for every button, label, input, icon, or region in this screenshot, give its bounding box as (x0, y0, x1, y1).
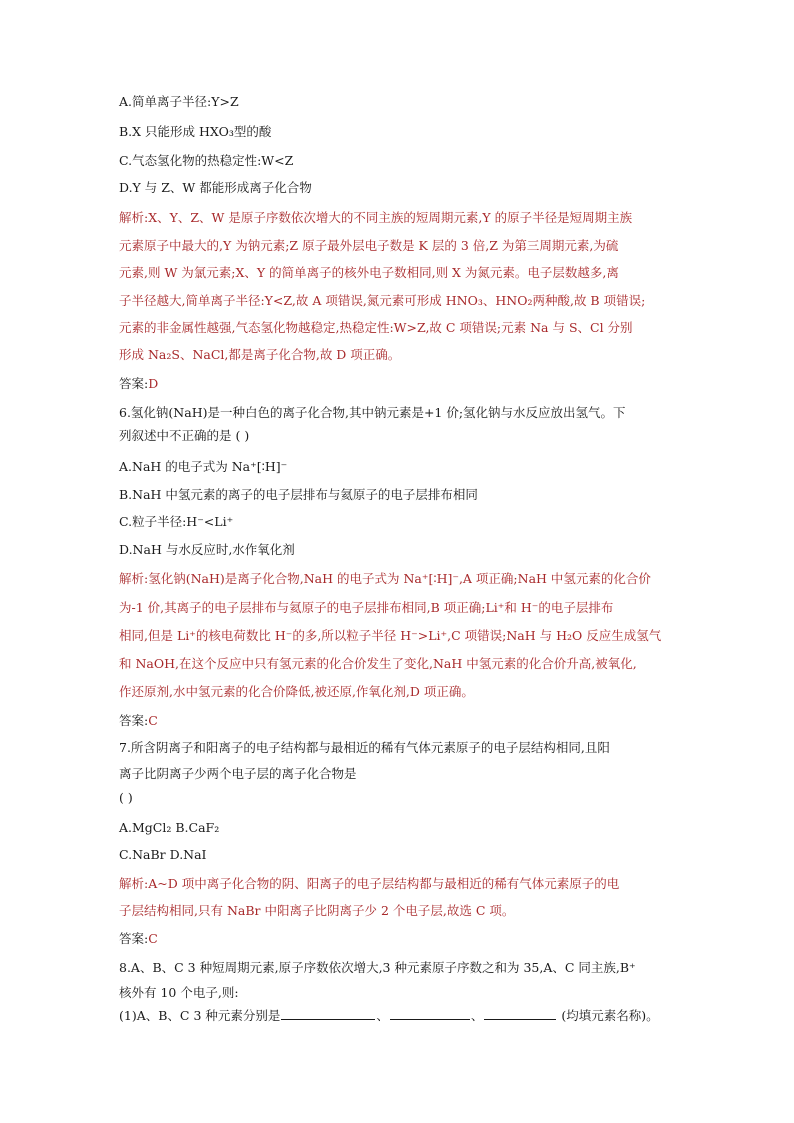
question-line: A.简单离子半径:Y>Z (119, 94, 239, 109)
question-text: (1)A、B、C 3 种元素分别是 (119, 1008, 281, 1023)
question-line: C.粒子半径:H⁻<Li⁺ (119, 514, 234, 529)
explanation-line: 解析:A~D 项中离子化合物的阴、阳离子的电子层结构都与最相近的稀有气体元素原子的电 (119, 876, 620, 891)
answer-value: C (148, 713, 158, 728)
question-line: B.X 只能形成 HXO₃型的酸 (119, 124, 272, 139)
separator: 、 (470, 1008, 484, 1023)
question-line: A.NaH 的电子式为 Na⁺[∶H]⁻ (119, 459, 288, 474)
question-line: D.Y 与 Z、W 都能形成离子化合物 (119, 180, 312, 195)
question-line: B.NaH 中氢元素的离子的电子层排布与氦原子的电子层排布相同 (119, 487, 478, 502)
explanation-line: 相同,但是 Li⁺的核电荷数比 H⁻的多,所以粒子半径 H⁻>Li⁺,C 项错误;NaH 与 H₂O 反应生成氢气 (119, 628, 662, 643)
answer-label: 答案: (119, 376, 149, 391)
question-note: (均填元素名称)。 (557, 1008, 659, 1023)
question-line: 列叙述中不正确的是 ( ) (119, 428, 250, 443)
explanation-line: 解析:氢化钠(NaH)是离子化合物,NaH 的电子式为 Na⁺[∶H]⁻,A 项正确;NaH 中氢元素的化合价 (119, 571, 651, 586)
answer-blank-b[interactable] (390, 1007, 470, 1020)
question-line: D.NaH 与水反应时,水作氧化剂 (119, 542, 295, 557)
answer-blank-c[interactable] (484, 1007, 556, 1020)
answer-line (119, 711, 158, 731)
question-line: 核外有 10 个电子,则: (119, 985, 239, 1000)
explanation-line: 为-1 价,其离子的电子层排布与氦原子的电子层排布相同,B 项正确;Li⁺和 H⁻的电子层排布 (119, 600, 614, 615)
question-line: 离子比阴离子少两个电子层的离子化合物是 (119, 766, 357, 781)
explanation-line: 元素的非金属性越强,气态氢化物越稳定,热稳定性:W>Z,故 C 项错误;元素 Na 与 S、Cl 分别 (119, 320, 633, 335)
question-line: A.MgCl₂ B.CaF₂ (119, 820, 220, 835)
explanation-line: 元素,则 W 为氯元素;X、Y 的简单离子的核外电子数相同,则 X 为氮元素。电子层数越多,离 (119, 265, 619, 280)
answer-line (119, 929, 158, 949)
answer-blank-a[interactable] (281, 1007, 375, 1020)
question-line: C.气态氢化物的热稳定性:W<Z (119, 153, 294, 168)
answer-value: C (148, 931, 158, 946)
explanation-line: 形成 Na₂S、NaCl,都是离子化合物,故 D 项正确。 (119, 347, 401, 362)
explanation-line: 解析:X、Y、Z、W 是原子序数依次增大的不同主族的短周期元素,Y 的原子半径是短周期主族 (119, 210, 633, 225)
question-line: ( ) (119, 790, 133, 805)
answer-line (119, 374, 158, 394)
question-line: 7.所含阴离子和阳离子的电子结构都与最相近的稀有气体元素原子的电子层结构相同,且阳 (119, 740, 610, 755)
question-line: 6.氢化钠(NaH)是一种白色的离子化合物,其中钠元素是+1 价;氢化钠与水反应放出氢气。下 (119, 405, 626, 420)
answer-label: 答案: (119, 713, 149, 728)
explanation-line: 作还原剂,水中氢元素的化合价降低,被还原,作氧化剂,D 项正确。 (119, 684, 474, 699)
question-line: 8.A、B、C 3 种短周期元素,原子序数依次增大,3 种元素原子序数之和为 35,A、C 同主族,B⁺ (119, 960, 636, 975)
explanation-line: 和 NaOH,在这个反应中只有氢元素的化合价发生了变化,NaH 中氢元素的化合价升高,被氧化, (119, 656, 637, 671)
explanation-line: 子半径越大,简单离子半径:Y<Z,故 A 项错误,氮元素可形成 HNO₃、HNO₂两种酸,故 B 项错误; (119, 293, 646, 308)
explanation-line: 元素原子中最大的,Y 为钠元素;Z 原子最外层电子数是 K 层的 3 倍,Z 为第三周期元素,为硫 (119, 238, 619, 253)
separator: 、 (376, 1008, 389, 1023)
answer-value: D (148, 376, 159, 391)
explanation-line: 子层结构相同,只有 NaBr 中阳离子比阴离子少 2 个电子层,故选 C 项。 (119, 903, 515, 918)
question-8-part-1 (119, 1006, 659, 1026)
question-line: C.NaBr D.NaI (119, 847, 207, 862)
answer-label: 答案: (119, 931, 149, 946)
